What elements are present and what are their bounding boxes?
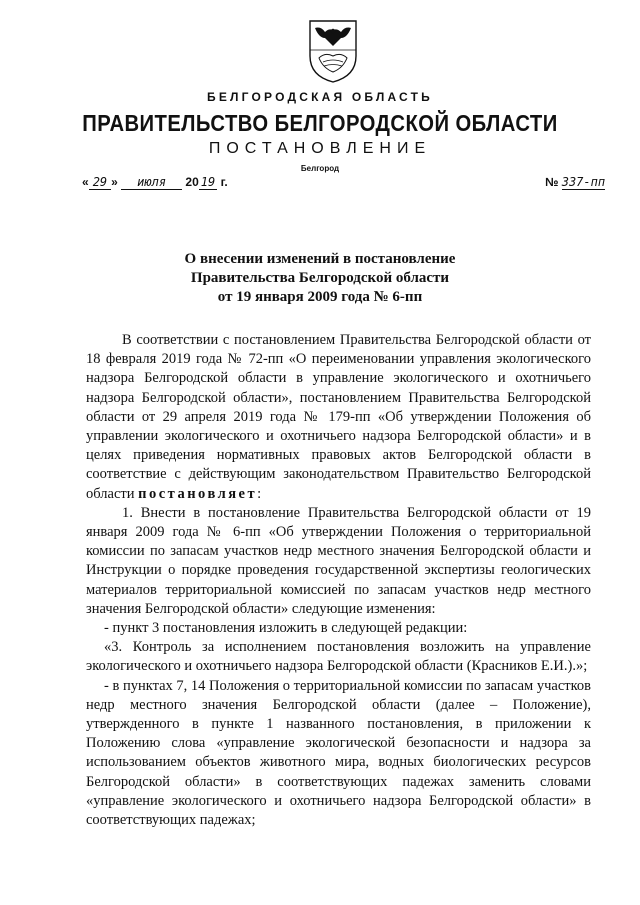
date-open-quote: « [82,175,89,189]
replacement-paragraph: - в пунктах 7, 14 Положения о территориальной комиссии по запасам участков недр местного значения Белгородской области (далее – Положение), утвержденного в пункте 1 названного постановления, в приложении к Положению слова «управление экологической безопасности и надзора за использованием объектов животного мира, водных биологических ресурсов Белгородской области» в соответствующих падежах заменить словами «управление экологического и охотничьего надзора Белгородской области» в соответствующих падежах; [86,677,591,829]
title-line-1: О внесении изменений в постановление [184,251,456,267]
date-day: 29 [89,175,111,190]
preamble-paragraph [86,331,591,504]
new-wording-paragraph: «3. Контроль за исполнением постановления возложить на управление экологического и охотничьего надзора Белгородской области (Красников Е.И.).»; [86,639,591,675]
date-year-suffix: 19 [200,175,216,189]
document-type-heading: ПОСТАНОВЛЕНИЕ [208,140,432,157]
city-label: Белгород [300,164,340,173]
number-value: 337-пп [561,175,606,189]
decree-colon: : [257,485,262,502]
date-close-quote: » [111,175,118,189]
document-number [545,175,605,189]
decree-word: постановляет [138,485,258,502]
preamble-text: В соответствии с постановлением Правительства Белгородской области от 18 февраля 2019 года № 72-пп «О переименовании управления экологического надзора Белгородской области в управление экологического и охотничьего надзора Белгородской области», постановлением Правительства Белгородской области от 29 апреля 2019 года № 179-пп «Об утверждении Положения об управлении экологического и охотничьего надзора Белгородской области» и в целях приведения нормативных правовых актов Белгородской области в соответствие с действующим законодательством Правительство Белгородской области [86,332,591,502]
region-heading: БЕЛГОРОДСКАЯ ОБЛАСТЬ [207,90,433,104]
date-year-prefix: 20 [185,175,199,189]
title-line-2: Правительства Белгородской области [190,270,450,286]
sub-item-paragraph: - пункт 3 постановления изложить в следующей редакции: [104,620,468,637]
document-body [86,331,591,830]
coat-of-arms-emblem [307,18,359,84]
document-date [82,175,228,189]
government-heading: ПРАВИТЕЛЬСТВО БЕЛГОРОДСКОЙ ОБЛАСТИ [82,110,558,136]
document-title [0,250,640,307]
date-year-unit: г. [220,175,228,189]
date-month: июля [121,175,182,190]
item-1-paragraph: 1. Внести в постановление Правительства Белгородской области от 19 января 2009 года № 6-пп «Об утверждении Положения о территориальной комиссии по запасам участков недр местного значения Белгородской области и Инструкции о порядке проведения государственной экспертизы геологических материалов территориальной комиссией по запасам участков недр местного значения Белгородской области» следующие изменения: [86,504,591,617]
title-line-3: от 19 января 2009 года № 6-пп [217,289,423,305]
number-prefix: № [545,175,559,189]
